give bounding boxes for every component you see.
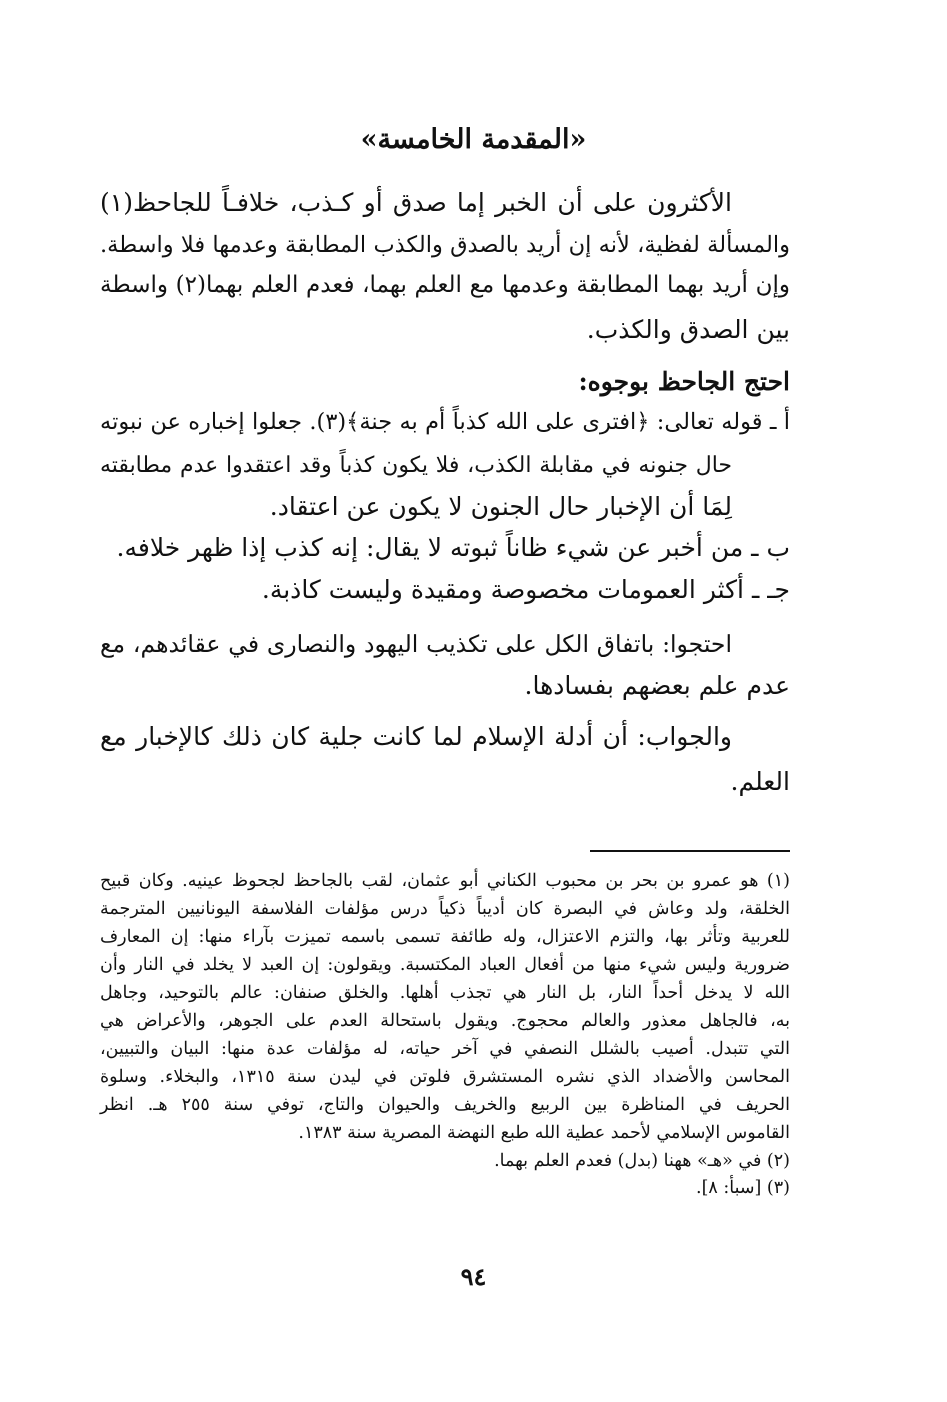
footnote-line: الحريف في المناظرة بين الربيع والخريف والحيوان والتاج، توفي سنة ٢٥٥ هـ. انظر bbox=[100, 1095, 790, 1115]
footnote-line: للعربية وتأثر بها، والتزم الاعتزال، وله طائفة تسمى باسمه تميزت بآراء منها: إن المعارف bbox=[100, 927, 790, 947]
footnote-line: (١) هو عمرو بن بحر بن محبوب الكناني أبو عثمان، لقب بالجاحظ لجحوظ عينيه. وكان قبيح bbox=[100, 871, 790, 891]
body-line: حال جنونه في مقابلة الكذب، فلا يكون كذباً وقد اعتقدوا عدم مطابقته bbox=[100, 453, 732, 478]
body-line: الأكثرون على أن الخبر إما صدق أو كـذب، خلافـاً للجاحظ(١) bbox=[100, 188, 732, 217]
argument-item-a: أ ـ قوله تعالى: ﴿افترى على الله كذباً أم به جنة﴾(٣). جعلوا إخباره عن نبوته bbox=[100, 409, 791, 435]
footnote-line: به، فالجاهل معذور والعالم محجوج. ويقول باستحالة العدم على الجوهر، والأعراض هي bbox=[100, 1011, 790, 1031]
argument-item-c: جـ ـ أكثر العمومات مخصوصة ومقيدة وليست كاذبة. bbox=[261, 575, 790, 604]
footnote-line: القاموس الإسلامي لأحمد عطية الله طبع النهضة المصرية سنة ١٣٨٣. bbox=[298, 1123, 790, 1143]
footnote-line: ضرورية وليس شيء منها من أفعال العباد المكتسبة. ويقولون: إن العبد لا يخلد في النار وأن bbox=[100, 955, 790, 975]
footnote-line: المحاسن والأضداد الذي نشره المستشرق فلوتن في ليدن سنة ١٣١٥، والبخلاء. وسلوة bbox=[100, 1067, 790, 1087]
argument-item-b: ب ـ من أخبر عن شيء ظاناً ثبوته لا يقال: إنه كذب إذا ظهر خلافه. bbox=[116, 533, 790, 562]
footnote-line: التي تتبدل. أصيب بالشلل النصفي في آخر حياته، له مؤلفات عدة منها: البيان والتبيين، bbox=[100, 1039, 790, 1059]
page-number: ٩٤ bbox=[460, 1262, 487, 1291]
section-heading: احتج الجاحظ بوجوه: bbox=[578, 367, 790, 396]
body-line: والجواب: أن أدلة الإسلام لما كانت جلية كان ذلك كالإخبار مع bbox=[100, 722, 732, 751]
footnote-separator bbox=[590, 850, 790, 852]
section-title: «المقدمة الخامسة» bbox=[360, 124, 587, 155]
footnote-line: (٣) [سبأ: ٨]. bbox=[696, 1178, 790, 1198]
body-line: لِمَا أن الإخبار حال الجنون لا يكون عن اعتقاد. bbox=[269, 492, 732, 521]
body-line: وإن أريد بهما المطابقة وعدمها مع العلم بهما، فعدم العلم بهما(٢) واسطة bbox=[100, 272, 790, 298]
footnote-line: الله لا يدخل أحداً النار، بل النار هي تجذب أهلها. والخلق صنفان: عالم بالتوحيد، وجاهل bbox=[100, 983, 790, 1003]
body-line: والمسألة لفظية، لأنه إن أريد بالصدق والكذب المطابقة وعدمها فلا واسطة. bbox=[100, 232, 790, 258]
body-line: عدم علم بعضهم بفسادها. bbox=[524, 671, 790, 700]
body-line: العلم. bbox=[730, 767, 790, 796]
body-line: بين الصدق والكذب. bbox=[586, 315, 790, 344]
footnote-line: الخلقة، ولد وعاش في البصرة كان أديباً ذكياً درس مؤلفات الفلاسفة اليونانيين المترجمة bbox=[100, 899, 790, 919]
footnote-line: (٢) في «هـ» ههنا (بدل) فعدم العلم بهما. bbox=[494, 1151, 790, 1171]
body-line: احتجوا: باتفاق الكل على تكذيب اليهود والنصارى في عقائدهم، مع bbox=[100, 630, 732, 658]
